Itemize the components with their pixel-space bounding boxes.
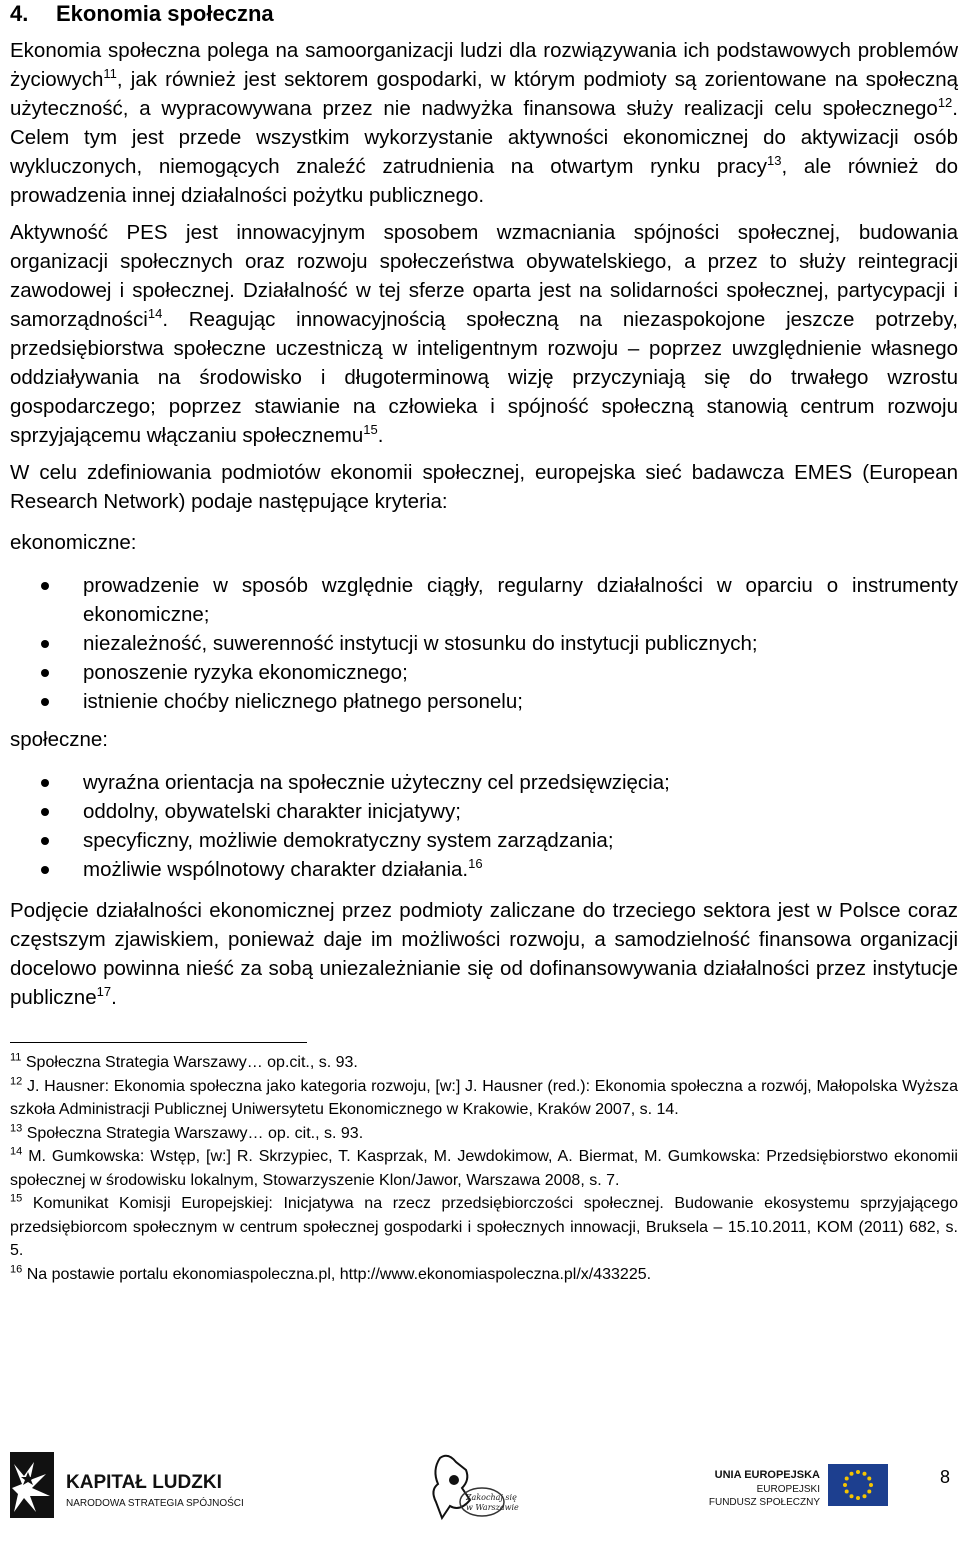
eu-star-icon bbox=[843, 1483, 847, 1487]
bullet-icon bbox=[41, 808, 49, 816]
footnote-number: 12 bbox=[10, 1075, 23, 1088]
footnote bbox=[10, 1263, 958, 1287]
paragraph-2 bbox=[10, 218, 958, 450]
eu-star-icon bbox=[863, 1494, 867, 1498]
list-item bbox=[10, 768, 958, 797]
eu-star-icon bbox=[863, 1472, 867, 1476]
footnote-number: 15 bbox=[10, 1192, 23, 1205]
footnote bbox=[10, 1122, 958, 1146]
bullet-icon bbox=[41, 698, 49, 706]
footer-logos bbox=[0, 1440, 960, 1537]
list-item bbox=[10, 855, 958, 884]
eu-star-icon bbox=[850, 1472, 854, 1476]
eu-subtitle-2: FUNDUSZ SPOŁECZNY bbox=[708, 1497, 820, 1508]
footnote-ref[interactable]: 12 bbox=[937, 95, 953, 111]
list-item-text: ponoszenie ryzyka ekonomicznego; bbox=[83, 661, 408, 684]
list-item-text: wyraźna orientacja na społecznie użyteczny cel przedsięwzięcia; bbox=[83, 771, 670, 794]
footnote-number: 16 bbox=[10, 1263, 23, 1276]
eu-star-icon bbox=[845, 1477, 849, 1481]
stamp-text-1: Zakochaj się bbox=[466, 1493, 517, 1502]
economic-criteria-list bbox=[10, 571, 958, 716]
eu-star-icon bbox=[856, 1496, 860, 1500]
footnote-number: 14 bbox=[10, 1145, 23, 1158]
footnote-text: Społeczna Strategia Warszawy… op.cit., s. 93. bbox=[25, 1054, 358, 1071]
footnote-ref[interactable]: 15 bbox=[363, 422, 378, 438]
kapital-ludzki-logo bbox=[10, 1452, 244, 1518]
footnote-number: 11 bbox=[10, 1051, 22, 1064]
economic-criteria-label: ekonomiczne: bbox=[10, 531, 137, 554]
paragraph-3: W celu zdefiniowania podmiotów ekonomii społecznej, europejska sieć badawcza EMES (European Research Network) podaje następujące kryteria: bbox=[10, 461, 958, 513]
footnote-ref[interactable]: 16 bbox=[468, 856, 483, 872]
text-run: . bbox=[377, 424, 384, 447]
eu-star-icon bbox=[867, 1490, 871, 1494]
bullet-icon bbox=[41, 669, 49, 677]
list-item bbox=[10, 658, 958, 687]
list-item-text: specyficzny, możliwie demokratyczny system zarządzania; bbox=[83, 829, 614, 852]
warsaw-stamp-logo bbox=[433, 1456, 519, 1518]
paragraph-1 bbox=[10, 36, 958, 210]
list-item bbox=[10, 687, 958, 716]
footnote-text: J. Hausner: Ekonomia społeczna jako kategoria rozwoju, [w:] J. Hausner (red.): Ekonomia społeczna a rozwój, Małopolska Wyższa szkoła Administracji Publicznej Uniwersytetu Ekonomicznego w Krakowie, Kraków 2007, s. 14. bbox=[10, 1077, 958, 1118]
text-run: Ekonomia społeczna polega na samoorganizacji ludzi dla rozwiązywania ich podstawowych problemów życiowych bbox=[10, 39, 958, 91]
bullet-icon bbox=[41, 779, 49, 787]
text-run: , ale również do prowadzenia innej działalności pożytku publicznego. bbox=[10, 155, 958, 207]
eu-fund-logo bbox=[709, 1464, 888, 1508]
list-item-text: istnienie choćby nielicznego płatnego personelu; bbox=[83, 690, 523, 713]
footnote bbox=[10, 1075, 958, 1122]
eu-star-icon bbox=[850, 1494, 854, 1498]
footnote-text: Na postawie portalu ekonomiaspoleczna.pl, http://www.ekonomiaspoleczna.pl/x/433225. bbox=[26, 1265, 652, 1283]
text-run: . bbox=[111, 986, 117, 1009]
paragraph-4 bbox=[10, 896, 958, 1012]
section-heading bbox=[10, 0, 958, 27]
list-item-text: możliwie wspólnotowy charakter działania. bbox=[83, 858, 469, 881]
footnote-text: Społeczna Strategia Warszawy… op. cit., s. 93. bbox=[26, 1124, 364, 1142]
eu-star-icon bbox=[869, 1483, 873, 1487]
text-run: Podjęcie działalności ekonomicznej przez podmioty zaliczane do trzeciego sektora jest w Polsce coraz częstszym zjawiskiem, ponieważ daje im możliwości rozwoju, a samodzielność finansowa organizacji docelowo powinna nieść za sobą uniezależnianie się od dofinansowywania działalności przez instytucje publiczne bbox=[10, 899, 958, 1009]
list-item-text: niezależność, suwerenność instytucji w stosunku do instytucji publicznych; bbox=[83, 632, 758, 655]
bullet-icon bbox=[41, 582, 49, 590]
stamp-text-2: w Warszawie bbox=[466, 1503, 519, 1512]
list-item-text: oddolny, obywatelski charakter inicjatywy; bbox=[83, 800, 461, 823]
footnotes bbox=[10, 1051, 958, 1286]
bullet-icon bbox=[41, 837, 49, 845]
footnote-divider bbox=[10, 1042, 307, 1043]
eu-star-icon bbox=[845, 1490, 849, 1494]
section-title: Ekonomia społeczna bbox=[56, 1, 274, 26]
page-footer bbox=[0, 1440, 960, 1537]
bullet-icon bbox=[41, 866, 49, 874]
footnote-ref[interactable]: 13 bbox=[767, 153, 782, 169]
footnote bbox=[10, 1145, 958, 1192]
list-item bbox=[10, 571, 958, 629]
text-run: Aktywność PES jest innowacyjnym sposobem wzmacniania spójności społecznej, budowania organizacji społecznych oraz rozwoju społeczeństwa obywatelskiego, a przez to służy reintegracji zawodowej i społecznej. Działalność w tej sferze oparta jest na solidarności społecznej, partycypacji i samorządności bbox=[10, 221, 958, 331]
footnote-text: M. Gumkowska: Wstęp, [w:] R. Skrzypiec, T. Kasprzak, M. Jewdokimow, A. Biermat, M. Gumkowska: Przedsiębiorstwo ekonomii społecznej w środowisku lokalnym, Stowarzyszenie Klon/Jawor, Warszawa 2008, s. 7. bbox=[10, 1148, 958, 1189]
kapital-ludzki-title: KAPITAŁ LUDZKI bbox=[66, 1472, 222, 1493]
list-item bbox=[10, 629, 958, 658]
eu-subtitle-1: EUROPEJSKI bbox=[756, 1484, 820, 1495]
footnote-number: 13 bbox=[10, 1122, 23, 1135]
list-item bbox=[10, 797, 958, 826]
section-number: 4. bbox=[10, 1, 29, 26]
footnote-ref[interactable]: 17 bbox=[96, 984, 112, 1000]
page-number: 8 bbox=[939, 1467, 950, 1487]
footnote bbox=[10, 1051, 958, 1075]
document-page bbox=[10, 0, 958, 1286]
text-run: , jak również jest sektorem gospodarki, w którym podmioty są zorientowane na społeczną użyteczność, a wypracowywana przez nie nadwyżka finansowa służy realizacji celu społecznego bbox=[10, 68, 958, 120]
footnote-ref[interactable]: 11 bbox=[103, 66, 117, 82]
eu-star-icon bbox=[856, 1470, 860, 1474]
kapital-ludzki-subtitle: NARODOWA STRATEGIA SPÓJNOŚCI bbox=[66, 1498, 244, 1509]
footnote-ref[interactable]: 14 bbox=[147, 306, 163, 322]
footnote-text: Komunikat Komisji Europejskiej: Inicjatywa na rzecz przedsiębiorczości społecznej. Budowanie ekosystemu sprzyjającego przedsiębiorcom społecznym w centrum społecznej gospodarki i społecznych innowacji, Bruksela – 15.10.2011, KOM (2011) 682, s. 5. bbox=[10, 1195, 958, 1259]
list-item bbox=[10, 826, 958, 855]
social-criteria-list bbox=[10, 768, 958, 884]
eu-title: UNIA EUROPEJSKA bbox=[714, 1469, 820, 1481]
text-run: . Celem tym jest przede wszystkim wykorzystanie aktywności ekonomicznej do aktywizacji osób wykluczonych, niemogących znaleźć zatrudnienia na otwartym rynku pracy bbox=[10, 97, 958, 178]
footnote bbox=[10, 1192, 958, 1263]
bullet-icon bbox=[41, 640, 49, 648]
eu-star-icon bbox=[867, 1477, 871, 1481]
social-criteria-label: społeczne: bbox=[10, 728, 109, 751]
text-run: . Reagując innowacyjnością społeczną na niezaspokojone jeszcze potrzeby, przedsiębiorstwa społeczne uczestniczą w inteligentnym rozwoju – poprzez uwzględnienie własnego oddziaływania na środowisko i długoterminową wizję przyczyniają się do trwałego wzrostu gospodarczego; poprzez stawianie na człowieka i spójność społeczną stanowią centrum rozwoju sprzyjającemu włączaniu społecznemu bbox=[10, 308, 958, 447]
list-item-text: prowadzenie w sposób względnie ciągły, regularny działalności w oparciu o instrumenty ekonomiczne; bbox=[83, 574, 958, 626]
